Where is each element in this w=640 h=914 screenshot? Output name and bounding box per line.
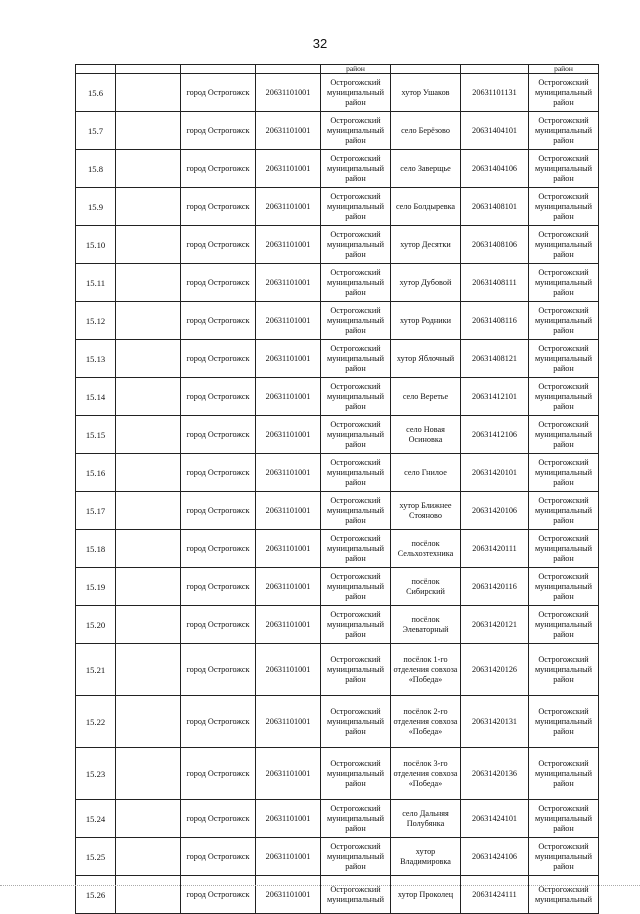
cell-district: Острогожский муниципальный район — [321, 112, 391, 150]
cell-city: город Острогожск — [181, 340, 256, 378]
table-row — [76, 378, 599, 416]
cell-oktmo: 20631424101 — [461, 800, 529, 838]
cell-district: Острогожский муниципальный — [321, 876, 391, 914]
cell-number: 15.9 — [76, 188, 116, 226]
cell-empty — [116, 74, 181, 112]
cell-city: город Острогожск — [181, 492, 256, 530]
cell-district-2: Острогожский муниципальный район — [529, 838, 599, 876]
cell-code: 20631101001 — [256, 568, 321, 606]
cell-number: 15.25 — [76, 838, 116, 876]
cell-locality: село Веретье — [391, 378, 461, 416]
table-row — [76, 530, 599, 568]
cell-city: город Острогожск — [181, 74, 256, 112]
cell-city: город Острогожск — [181, 606, 256, 644]
table-row — [76, 226, 599, 264]
cell-oktmo: 20631420111 — [461, 530, 529, 568]
cell-locality: село Заверщье — [391, 150, 461, 188]
cell-code: 20631101001 — [256, 264, 321, 302]
cell-district: Острогожский муниципальный район — [321, 74, 391, 112]
table-row — [76, 748, 599, 800]
cell-district-2: Острогожский муниципальный район — [529, 454, 599, 492]
cell-district: Острогожский муниципальный район — [321, 696, 391, 748]
cell-district-2: Острогожский муниципальный район — [529, 568, 599, 606]
cell-number: 15.15 — [76, 416, 116, 454]
cell-locality: посёлок 1-го отделения совхоза «Победа» — [391, 644, 461, 696]
cell-number: 15.21 — [76, 644, 116, 696]
cell-oktmo: 20631424106 — [461, 838, 529, 876]
cell-district-2: Острогожский муниципальный район — [529, 492, 599, 530]
cell-city: город Острогожск — [181, 696, 256, 748]
cell-empty — [116, 264, 181, 302]
cell-code: 20631101001 — [256, 696, 321, 748]
cell-locality — [391, 65, 461, 74]
cell-oktmo: 20631420101 — [461, 454, 529, 492]
cell-code: 20631101001 — [256, 226, 321, 264]
cell-empty — [116, 568, 181, 606]
cell-oktmo: 20631420116 — [461, 568, 529, 606]
cell-city — [181, 65, 256, 74]
cell-district: Острогожский муниципальный район — [321, 838, 391, 876]
cell-district: Острогожский муниципальный район — [321, 748, 391, 800]
cell-district: район — [321, 65, 391, 74]
table-row — [76, 112, 599, 150]
cell-empty — [116, 644, 181, 696]
cell-district-2: Острогожский муниципальный район — [529, 696, 599, 748]
cell-empty — [116, 492, 181, 530]
cell-district: Острогожский муниципальный район — [321, 492, 391, 530]
cell-locality: село Гнилое — [391, 454, 461, 492]
cell-city: город Острогожск — [181, 530, 256, 568]
cell-code: 20631101001 — [256, 800, 321, 838]
cell-code: 20631101001 — [256, 454, 321, 492]
cell-number: 15.17 — [76, 492, 116, 530]
table-row — [76, 302, 599, 340]
cell-code: 20631101001 — [256, 876, 321, 914]
cell-code: 20631101001 — [256, 188, 321, 226]
cell-district: Острогожский муниципальный район — [321, 454, 391, 492]
cell-city: город Острогожск — [181, 264, 256, 302]
cell-district-2: Острогожский муниципальный район — [529, 800, 599, 838]
cell-oktmo: 20631101131 — [461, 74, 529, 112]
table-row-continued — [76, 65, 599, 74]
cell-district: Острогожский муниципальный район — [321, 340, 391, 378]
cell-empty — [116, 530, 181, 568]
cell-district-2: Острогожский муниципальный район — [529, 302, 599, 340]
cell-code: 20631101001 — [256, 606, 321, 644]
cell-district-2: Острогожский муниципальный район — [529, 416, 599, 454]
table-row — [76, 340, 599, 378]
cell-city: город Острогожск — [181, 838, 256, 876]
cell-empty — [116, 340, 181, 378]
cell-district-2: Острогожский муниципальный район — [529, 378, 599, 416]
cell-number: 15.11 — [76, 264, 116, 302]
cell-district: Острогожский муниципальный район — [321, 226, 391, 264]
table-row — [76, 696, 599, 748]
cell-city: город Острогожск — [181, 644, 256, 696]
cell-district: Острогожский муниципальный район — [321, 188, 391, 226]
cell-empty — [116, 876, 181, 914]
table-row — [76, 416, 599, 454]
cell-locality: село Дальняя Полубянка — [391, 800, 461, 838]
cell-city: город Острогожск — [181, 876, 256, 914]
cell-district-2: Острогожский муниципальный — [529, 876, 599, 914]
cell-empty — [116, 696, 181, 748]
cell-district: Острогожский муниципальный район — [321, 568, 391, 606]
cell-oktmo: 20631404106 — [461, 150, 529, 188]
table-row — [76, 876, 599, 914]
cell-number: 15.6 — [76, 74, 116, 112]
cell-district: Острогожский муниципальный район — [321, 800, 391, 838]
cell-city: город Острогожск — [181, 454, 256, 492]
cell-locality: село Болдыревка — [391, 188, 461, 226]
cell-district-2: Острогожский муниципальный район — [529, 530, 599, 568]
cell-locality: хутор Ушаков — [391, 74, 461, 112]
registry-table — [75, 64, 599, 914]
table-row — [76, 454, 599, 492]
cell-locality: посёлок Сибирский — [391, 568, 461, 606]
cell-locality: хутор Десятки — [391, 226, 461, 264]
cell-locality: посёлок 2-го отделения совхоза «Победа» — [391, 696, 461, 748]
cell-district-2: район — [529, 65, 599, 74]
cell-code: 20631101001 — [256, 112, 321, 150]
cell-district-2: Острогожский муниципальный район — [529, 74, 599, 112]
cell-district: Острогожский муниципальный район — [321, 644, 391, 696]
cell-empty — [116, 65, 181, 74]
cell-number: 15.26 — [76, 876, 116, 914]
cell-empty — [116, 606, 181, 644]
cell-code: 20631101001 — [256, 748, 321, 800]
cell-district-2: Острогожский муниципальный район — [529, 748, 599, 800]
cell-code: 20631101001 — [256, 74, 321, 112]
cell-city: город Острогожск — [181, 112, 256, 150]
cell-district: Острогожский муниципальный район — [321, 302, 391, 340]
cell-oktmo: 20631420131 — [461, 696, 529, 748]
cell-number: 15.19 — [76, 568, 116, 606]
cell-number: 15.22 — [76, 696, 116, 748]
cell-empty — [116, 150, 181, 188]
bottom-rule — [0, 885, 640, 886]
cell-district-2: Острогожский муниципальный район — [529, 606, 599, 644]
page-number: 32 — [312, 36, 328, 51]
cell-code: 20631101001 — [256, 378, 321, 416]
cell-district: Острогожский муниципальный район — [321, 150, 391, 188]
cell-code: 20631101001 — [256, 302, 321, 340]
cell-oktmo: 20631408111 — [461, 264, 529, 302]
cell-empty — [116, 416, 181, 454]
cell-empty — [116, 378, 181, 416]
cell-locality: село Новая Осиновка — [391, 416, 461, 454]
cell-locality: хутор Владимировка — [391, 838, 461, 876]
cell-locality: посёлок Элеваторный — [391, 606, 461, 644]
cell-number: 15.8 — [76, 150, 116, 188]
cell-number: 15.20 — [76, 606, 116, 644]
table-row — [76, 74, 599, 112]
cell-number: 15.13 — [76, 340, 116, 378]
cell-oktmo: 20631408116 — [461, 302, 529, 340]
cell-district: Острогожский муниципальный район — [321, 416, 391, 454]
table-row — [76, 492, 599, 530]
cell-district: Острогожский муниципальный район — [321, 264, 391, 302]
cell-code: 20631101001 — [256, 150, 321, 188]
cell-oktmo: 20631420126 — [461, 644, 529, 696]
cell-code: 20631101001 — [256, 838, 321, 876]
cell-empty — [116, 226, 181, 264]
cell-locality: село Берёзово — [391, 112, 461, 150]
cell-oktmo: 20631408101 — [461, 188, 529, 226]
cell-district-2: Острогожский муниципальный район — [529, 150, 599, 188]
cell-district-2: Острогожский муниципальный район — [529, 340, 599, 378]
cell-number: 15.7 — [76, 112, 116, 150]
cell-district-2: Острогожский муниципальный район — [529, 226, 599, 264]
table-row — [76, 150, 599, 188]
cell-locality: хутор Родники — [391, 302, 461, 340]
cell-number: 15.23 — [76, 748, 116, 800]
cell-city: город Острогожск — [181, 188, 256, 226]
table-row — [76, 188, 599, 226]
cell-number: 15.14 — [76, 378, 116, 416]
cell-oktmo: 20631420136 — [461, 748, 529, 800]
table-row — [76, 644, 599, 696]
cell-city: город Острогожск — [181, 416, 256, 454]
cell-locality: хутор Ближнее Стояново — [391, 492, 461, 530]
cell-locality: посёлок Сельхозтехника — [391, 530, 461, 568]
cell-locality: посёлок 3-го отделения совхоза «Победа» — [391, 748, 461, 800]
cell-oktmo: 20631420121 — [461, 606, 529, 644]
cell-district-2: Острогожский муниципальный район — [529, 188, 599, 226]
cell-district-2: Острогожский муниципальный район — [529, 112, 599, 150]
cell-code — [256, 65, 321, 74]
cell-district: Острогожский муниципальный район — [321, 606, 391, 644]
cell-code: 20631101001 — [256, 530, 321, 568]
cell-locality: хутор Дубовой — [391, 264, 461, 302]
cell-city: город Острогожск — [181, 302, 256, 340]
cell-code: 20631101001 — [256, 416, 321, 454]
cell-city: город Острогожск — [181, 800, 256, 838]
cell-oktmo — [461, 65, 529, 74]
cell-city: город Острогожск — [181, 748, 256, 800]
cell-locality: хутор Проколец — [391, 876, 461, 914]
cell-city: город Острогожск — [181, 150, 256, 188]
cell-number: 15.12 — [76, 302, 116, 340]
cell-number: 15.24 — [76, 800, 116, 838]
cell-city: город Острогожск — [181, 226, 256, 264]
cell-code: 20631101001 — [256, 340, 321, 378]
cell-oktmo: 20631412106 — [461, 416, 529, 454]
cell-empty — [116, 112, 181, 150]
cell-district: Острогожский муниципальный район — [321, 378, 391, 416]
table-row — [76, 606, 599, 644]
table-row — [76, 568, 599, 606]
cell-district-2: Острогожский муниципальный район — [529, 644, 599, 696]
cell-number: 15.10 — [76, 226, 116, 264]
cell-number — [76, 65, 116, 74]
cell-code: 20631101001 — [256, 644, 321, 696]
cell-empty — [116, 748, 181, 800]
cell-code: 20631101001 — [256, 492, 321, 530]
cell-number: 15.16 — [76, 454, 116, 492]
cell-city: город Острогожск — [181, 568, 256, 606]
table-row — [76, 838, 599, 876]
cell-oktmo: 20631420106 — [461, 492, 529, 530]
cell-district-2: Острогожский муниципальный район — [529, 264, 599, 302]
cell-oktmo: 20631412101 — [461, 378, 529, 416]
table-row — [76, 264, 599, 302]
cell-empty — [116, 800, 181, 838]
cell-empty — [116, 302, 181, 340]
cell-empty — [116, 188, 181, 226]
table-row — [76, 800, 599, 838]
cell-empty — [116, 838, 181, 876]
cell-locality: хутор Яблочный — [391, 340, 461, 378]
cell-oktmo: 20631404101 — [461, 112, 529, 150]
cell-oktmo: 20631408121 — [461, 340, 529, 378]
cell-oktmo: 20631408106 — [461, 226, 529, 264]
cell-oktmo: 20631424111 — [461, 876, 529, 914]
cell-number: 15.18 — [76, 530, 116, 568]
cell-city: город Острогожск — [181, 378, 256, 416]
cell-district: Острогожский муниципальный район — [321, 530, 391, 568]
cell-empty — [116, 454, 181, 492]
